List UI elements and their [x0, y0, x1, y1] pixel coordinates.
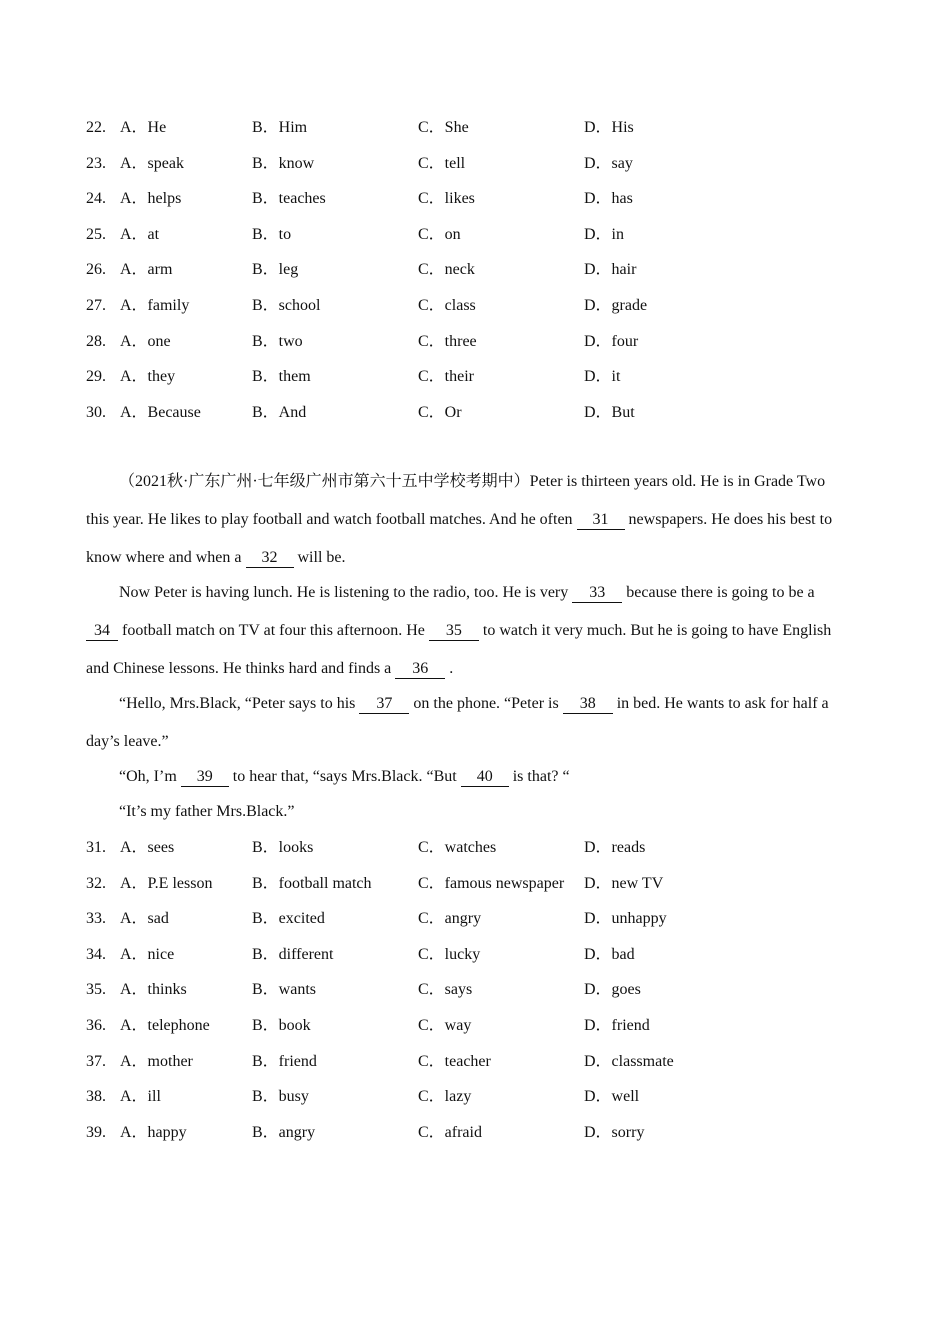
option-b: B．Him — [252, 119, 308, 136]
option-a: A．Because — [120, 403, 201, 421]
question-number: 38. — [86, 1088, 106, 1106]
option-b: B．busy — [252, 1088, 309, 1106]
passage-text: day’s leave.” — [86, 733, 169, 750]
passage-line — [119, 802, 295, 822]
option-c: C．likes — [418, 190, 475, 208]
source-note: （2021秋·广东广州·七年级广州市第六十五中学校考期中） — [119, 473, 530, 490]
passage-text: will be. — [297, 549, 346, 566]
question-row — [86, 901, 886, 937]
question-row — [86, 937, 886, 973]
blank-38: 38 — [563, 695, 613, 714]
passage-line — [86, 659, 453, 679]
passage-line — [119, 472, 825, 492]
option-c: C．three — [418, 332, 477, 350]
blank-37: 37 — [359, 695, 409, 714]
option-b: B．And — [252, 403, 307, 421]
option-c: C．Or — [418, 403, 462, 421]
passage-line — [119, 767, 570, 787]
passage-text: newspapers. He does his best to — [628, 511, 833, 528]
passage-text: Peter is thirteen years old. He is in Grade Two — [529, 473, 826, 490]
question-number: 22. — [86, 119, 106, 136]
question-block-22-30 — [86, 110, 886, 430]
option-b: B．friend — [252, 1052, 317, 1070]
option-d: D．But — [584, 403, 635, 421]
question-number: 28. — [86, 332, 106, 350]
option-b: B．excited — [252, 910, 325, 928]
option-a: A．happy — [120, 1123, 187, 1141]
option-a: A．sees — [120, 839, 175, 856]
option-a: A．arm — [120, 261, 173, 279]
option-a: A．they — [120, 368, 176, 386]
blank-33: 33 — [572, 584, 622, 603]
option-c: C．neck — [418, 261, 475, 279]
option-b: B．book — [252, 1016, 311, 1034]
option-c: C．famous newspaper — [418, 874, 565, 892]
question-row — [86, 288, 886, 324]
option-c: C．their — [418, 368, 474, 386]
option-d: D．unhappy — [584, 910, 667, 928]
passage-line — [86, 621, 831, 641]
passage-text: is that? “ — [512, 768, 570, 785]
option-d: D．sorry — [584, 1123, 645, 1141]
blank-35: 35 — [429, 622, 479, 641]
option-a: A．thinks — [120, 981, 187, 999]
passage-line — [86, 732, 169, 752]
passage-text: to hear that, “says Mrs.Black. “But — [232, 768, 457, 785]
option-b: B．angry — [252, 1123, 316, 1141]
passage-text: this year. He likes to play football and watch football matches. And he often — [86, 511, 573, 528]
question-number: 29. — [86, 368, 106, 386]
question-row — [86, 1115, 886, 1151]
option-d: D．new TV — [584, 874, 664, 892]
option-a: A．nice — [120, 945, 175, 963]
option-d: D．it — [584, 368, 621, 386]
option-c: C．lucky — [418, 945, 481, 963]
option-a: A．He — [120, 119, 167, 136]
option-b: B．to — [252, 225, 292, 243]
question-number: 33. — [86, 910, 106, 928]
question-row — [86, 217, 886, 253]
question-row — [86, 1008, 886, 1044]
option-d: D．friend — [584, 1016, 650, 1034]
question-number: 31. — [86, 839, 106, 856]
question-row — [86, 110, 886, 146]
option-c: C．lazy — [418, 1088, 472, 1106]
passage-line — [86, 510, 832, 530]
passage-text: “Oh, I’m — [119, 768, 177, 785]
option-d: D．in — [584, 225, 625, 243]
option-c: C．class — [418, 296, 476, 314]
option-b: B．know — [252, 154, 315, 172]
option-c: C．angry — [418, 910, 482, 928]
question-row — [86, 359, 886, 395]
question-number: 34. — [86, 945, 106, 963]
passage-text: football match on TV at four this afternoon. He — [122, 622, 425, 639]
question-number: 26. — [86, 261, 106, 279]
question-row — [86, 866, 886, 902]
option-d: D．hair — [584, 261, 637, 279]
option-a: A．ill — [120, 1088, 161, 1106]
option-c: C．teacher — [418, 1052, 491, 1070]
option-d: D．bad — [584, 945, 635, 963]
passage-line — [119, 694, 829, 714]
option-c: C．on — [418, 225, 461, 243]
option-b: B．different — [252, 945, 334, 963]
option-d: D．His — [584, 119, 634, 136]
passage-line — [86, 548, 346, 568]
question-row — [86, 181, 886, 217]
question-row — [86, 146, 886, 182]
question-number: 39. — [86, 1123, 106, 1141]
option-c: C．way — [418, 1016, 472, 1034]
option-a: A．at — [120, 225, 160, 243]
passage-text: to watch it very much. But he is going to have English — [482, 622, 832, 639]
question-number: 37. — [86, 1052, 106, 1070]
question-row — [86, 395, 886, 431]
option-b: B．two — [252, 332, 303, 350]
option-b: B．looks — [252, 839, 314, 856]
option-b: B．leg — [252, 261, 299, 279]
option-b: B．football match — [252, 874, 372, 892]
passage-text: in bed. He wants to ask for half a — [616, 695, 829, 712]
passage-text: and Chinese lessons. He thinks hard and finds a — [86, 660, 392, 677]
blank-40: 40 — [461, 768, 509, 787]
option-d: D．four — [584, 332, 639, 350]
passage-text: Now Peter is having lunch. He is listening to the radio, too. He is very — [119, 584, 569, 601]
passage-text: . — [449, 660, 454, 677]
option-a: A．family — [120, 296, 190, 314]
passage-line — [119, 583, 815, 603]
option-b: B．school — [252, 296, 321, 314]
question-number: 36. — [86, 1016, 106, 1034]
option-c: C．tell — [418, 154, 466, 172]
option-a: A．telephone — [120, 1016, 210, 1034]
option-d: D．goes — [584, 981, 641, 999]
option-b: B．teaches — [252, 190, 326, 208]
question-number: 27. — [86, 296, 106, 314]
blank-36: 36 — [395, 660, 445, 679]
question-row — [86, 252, 886, 288]
question-row — [86, 830, 886, 866]
passage-text: because there is going to be a — [626, 584, 815, 601]
passage-text: “It’s my father Mrs.Black.” — [119, 803, 295, 820]
question-block-31-39 — [86, 830, 886, 1150]
option-c: C．watches — [418, 839, 497, 856]
question-row — [86, 1079, 886, 1115]
option-d: D．well — [584, 1088, 640, 1106]
option-d: D．classmate — [584, 1052, 674, 1070]
question-row — [86, 324, 886, 360]
option-d: D．has — [584, 190, 633, 208]
option-c: C．She — [418, 119, 469, 136]
blank-31: 31 — [577, 511, 625, 530]
question-number: 35. — [86, 981, 106, 999]
passage-text: “Hello, Mrs.Black, “Peter says to his — [119, 695, 356, 712]
blank-34: 34 — [86, 622, 118, 641]
option-b: B．wants — [252, 981, 317, 999]
option-d: D．grade — [584, 296, 648, 314]
option-a: A．mother — [120, 1052, 193, 1070]
option-c: C．says — [418, 981, 473, 999]
blank-32: 32 — [246, 549, 294, 568]
question-number: 32. — [86, 874, 106, 892]
option-a: A．speak — [120, 154, 184, 172]
option-a: A．sad — [120, 910, 169, 928]
passage-text: on the phone. “Peter is — [413, 695, 559, 712]
question-row — [86, 972, 886, 1008]
option-d: D．say — [584, 154, 633, 172]
option-a: A．helps — [120, 190, 182, 208]
question-number: 25. — [86, 225, 106, 243]
option-b: B．them — [252, 368, 311, 386]
blank-39: 39 — [181, 768, 229, 787]
passage-text: know where and when a — [86, 549, 242, 566]
option-a: A．one — [120, 332, 171, 350]
question-number: 30. — [86, 403, 106, 421]
question-number: 24. — [86, 190, 106, 208]
question-number: 23. — [86, 154, 106, 172]
option-d: D．reads — [584, 839, 646, 856]
option-c: C．afraid — [418, 1123, 482, 1141]
question-row — [86, 1044, 886, 1080]
option-a: A．P.E lesson — [120, 874, 213, 892]
